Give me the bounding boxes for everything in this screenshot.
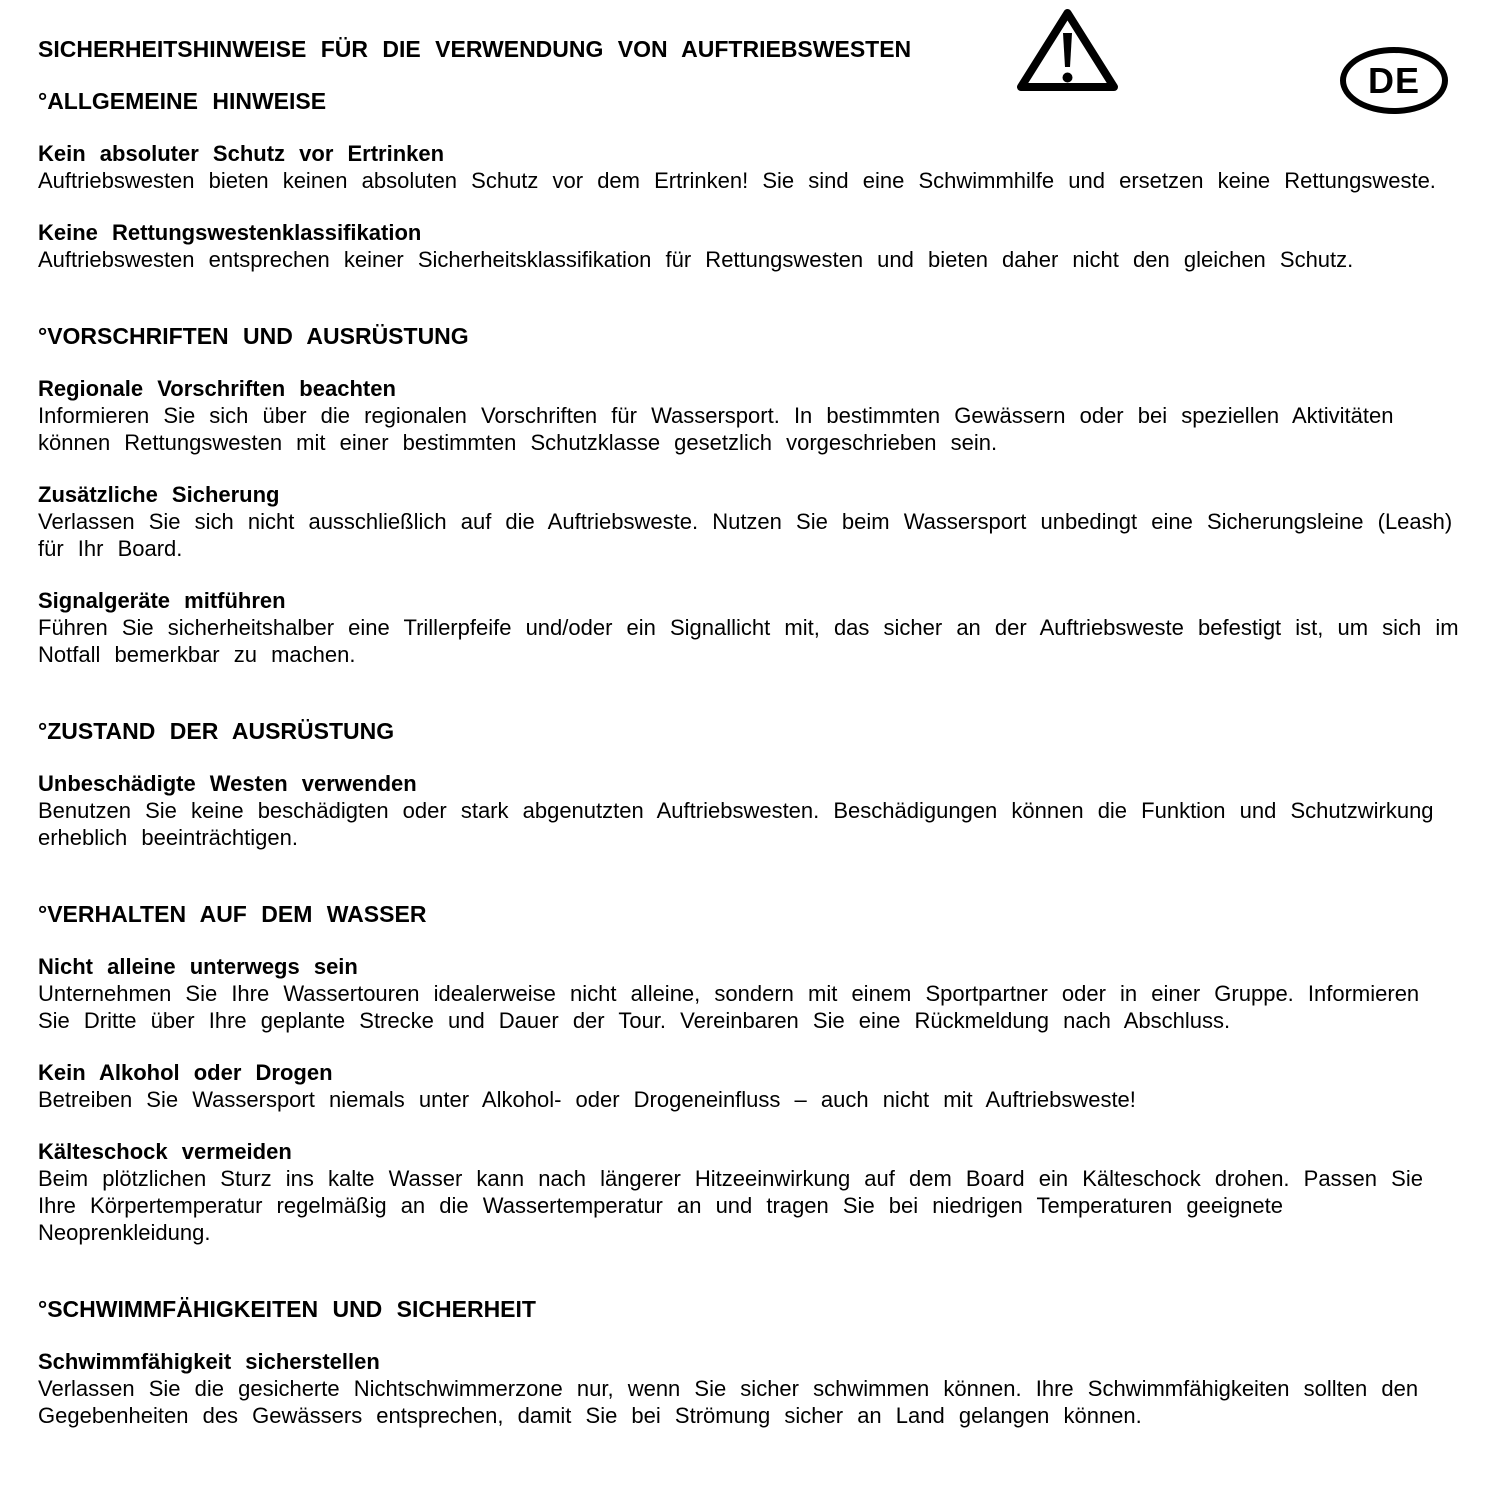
item-subheading: Signalgeräte mitführen <box>38 588 286 613</box>
item-subheading: Regionale Vorschriften beachten <box>38 376 396 401</box>
item-body: Unternehmen Sie Ihre Wassertouren idealerweise nicht alleine, sondern mit einem Sportpartner oder in einer Gruppe. Informieren Sie Dritte über Ihre geplante Strecke und Dauer der Tour. Vereinbaren Sie eine Rückmeldung nach Abschluss. <box>38 981 1420 1033</box>
item-subheading: Schwimmfähigkeit sicherstellen <box>38 1349 380 1374</box>
item-body: Führen Sie sicherheitshalber eine Trillerpfeife und/oder ein Signallicht mit, das sicher an der Auftriebsweste befestigt ist, um sich im Notfall bemerkbar zu machen. <box>38 615 1459 667</box>
item-body: Benutzen Sie keine beschädigten oder stark abgenutzten Auftriebswesten. Beschädigungen können die Funktion und Schutzwirkung erheblich beeinträchtigen. <box>38 798 1434 850</box>
section-heading: °SCHWIMMFÄHIGKEITEN UND SICHERHEIT <box>38 1296 536 1322</box>
section-allgemeine-hinweise <box>38 88 1462 273</box>
section-vorschriften-und-ausruestung <box>38 323 1462 668</box>
warning-triangle-icon <box>1014 8 1121 94</box>
item-body: Betreiben Sie Wassersport niemals unter Alkohol- oder Drogeneinfluss – auch nicht mit Auftriebsweste! <box>38 1087 1136 1112</box>
item-subheading: Zusätzliche Sicherung <box>38 482 280 507</box>
item-subheading: Kein absoluter Schutz vor Ertrinken <box>38 141 445 166</box>
exclamation-bar <box>1063 33 1072 67</box>
section-schwimmfaehigkeiten-und-sicherheit <box>38 1296 1462 1429</box>
item-body: Auftriebswesten bieten keinen absoluten Schutz vor dem Ertrinken! Sie sind eine Schwimmhilfe und ersetzen keine Rettungsweste. <box>38 168 1436 193</box>
page-title: SICHERHEITSHINWEISE FÜR DIE VERWENDUNG VON AUFTRIEBSWESTEN <box>38 36 912 62</box>
section-zustand-der-ausruestung <box>38 718 1462 851</box>
item-body: Beim plötzlichen Sturz ins kalte Wasser kann nach längerer Hitzeeinwirkung auf dem Board ein Kälteschock drohen. Passen Sie Ihre Körpertemperatur regelmäßig an die Wassertemperatur an und tragen Sie bei niedrigen Temperaturen geeignete Neoprenkleidung. <box>38 1166 1423 1245</box>
item-body: Auftriebswesten entsprechen keiner Sicherheitsklassifikation für Rettungswesten und bieten daher nicht den gleichen Schutz. <box>38 247 1354 272</box>
item-subheading: Kein Alkohol oder Drogen <box>38 1060 333 1085</box>
section-verhalten-auf-dem-wasser <box>38 901 1462 1246</box>
section-heading: °VORSCHRIFTEN UND AUSRÜSTUNG <box>38 323 469 349</box>
section-heading: °ALLGEMEINE HINWEISE <box>38 88 327 114</box>
item-subheading: Unbeschädigte Westen verwenden <box>38 771 417 796</box>
item-body: Informieren Sie sich über die regionalen Vorschriften für Wassersport. In bestimmten Gewässern oder bei speziellen Aktivitäten können Rettungswesten mit einer bestimmten Schutzklasse gesetzlich vorgeschrieben sein. <box>38 403 1394 455</box>
exclamation-dot <box>1063 73 1073 83</box>
item-subheading: Kälteschock vermeiden <box>38 1139 292 1164</box>
item-subheading: Keine Rettungswestenklassifikation <box>38 220 422 245</box>
item-body: Verlassen Sie die gesicherte Nichtschwimmerzone nur, wenn Sie sicher schwimmen können. Ihre Schwimmfähigkeiten sollten den Gegebenheiten des Gewässers entsprechen, damit Sie bei Strömung sicher an Land gelangen können. <box>38 1376 1419 1428</box>
de-oval-badge <box>1340 47 1448 114</box>
item-body: Verlassen Sie sich nicht ausschließlich auf die Auftriebsweste. Nutzen Sie beim Wassersport unbedingt eine Sicherungsleine (Leash) für Ihr Board. <box>38 509 1453 561</box>
section-heading: °VERHALTEN AUF DEM WASSER <box>38 901 427 927</box>
section-heading: °ZUSTAND DER AUSRÜSTUNG <box>38 718 395 744</box>
de-badge-label: DE <box>1367 60 1420 101</box>
item-subheading: Nicht alleine unterwegs sein <box>38 954 358 979</box>
